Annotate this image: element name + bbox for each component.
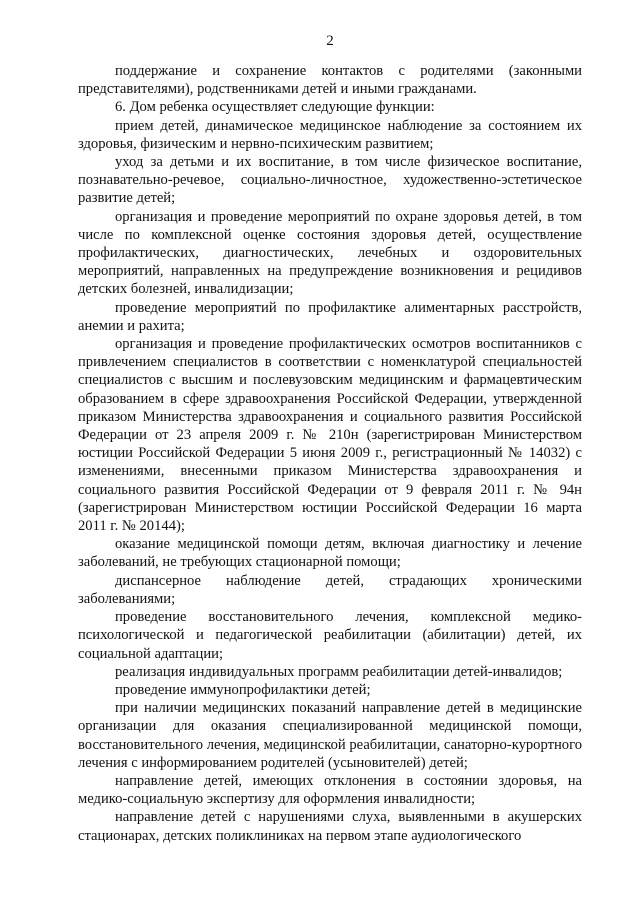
paragraph: проведение мероприятий по профилактике алиментарных расстройств, анемии и рахита; — [78, 299, 582, 334]
paragraph: проведение восстановительного лечения, комплексной медико-психологической и педагогической реабилитации (абилитации) детей, их социальной адаптации; — [78, 609, 582, 662]
paragraph: направление детей с нарушениями слуха, выявленными в акушерских стационарах, детских поликлиниках на первом этапе аудиологического — [78, 809, 582, 844]
paragraph: оказание медицинской помощи детям, включая диагностику и лечение заболеваний, не требующих стационарной помощи; — [78, 536, 582, 571]
paragraph: диспансерное наблюдение детей, страдающих хроническими заболеваниями; — [78, 572, 582, 607]
paragraph: проведение иммунопрофилактики детей; — [115, 681, 371, 698]
paragraph: поддержание и сохранение контактов с родителями (законными представителями), родственниками детей и иными гражданами. — [78, 63, 582, 98]
paragraph: при наличии медицинских показаний направление детей в медицинские организации для оказания специализированной медицинской помощи, восстановительного лечения, медицинской реабилитации, санаторно-курортного лечения с информированием родителей (усыновителей) детей; — [78, 700, 582, 771]
paragraph: прием детей, динамическое медицинское наблюдение за состоянием их здоровья, физическим и нервно-психическим развитием; — [78, 117, 582, 152]
paragraph: организация и проведение мероприятий по охране здоровья детей, в том числе по комплексной оценке состояния здоровья детей, осуществление профилактических, диагностических, лечебных и оздоровительных мероприятий, направленных на предупреждение возникновения и рецидивов детских болезней, инвалидизации; — [78, 208, 582, 298]
paragraph: реализация индивидуальных программ реабилитации детей-инвалидов; — [115, 663, 563, 680]
document-page — [78, 32, 582, 845]
paragraph: 6. Дом ребенка осуществляет следующие функции: — [115, 99, 435, 116]
paragraph: уход за детьми и их воспитание, в том числе физическое воспитание, познавательно-речевое, социально-личностное, художественно-эстетическое развитие детей; — [78, 154, 582, 207]
paragraph: направление детей, имеющих отклонения в состоянии здоровья, на медико-социальную экспертизу для оформления инвалидности; — [78, 772, 582, 808]
page-number: 2 — [326, 33, 334, 49]
paragraph: организация и проведение профилактических осмотров воспитанников с привлечением специалистов в соответствии с номенклатурой специальностей специалистов с высшим и послевузовским медицинским и фармацевтическим образованием в сфере здравоохранения Российской Федерации, утвержденной приказом Министерства здравоохранения и социального развития Российской Федерации от 23 апреля 2009 г. № 210н (зарегистрирован Министерством юстиции Российской Федерации 5 июня 2009 г., регистрационный № 14032) с изменениями, внесенными приказом Министерства здравоохранения и социального развития Российской Федерации от 9 февраля 2011 г. № 94н (зарегистрирован Министерством юстиции Российской Федерации 16 марта 2011 г. № 20144); — [78, 336, 582, 535]
